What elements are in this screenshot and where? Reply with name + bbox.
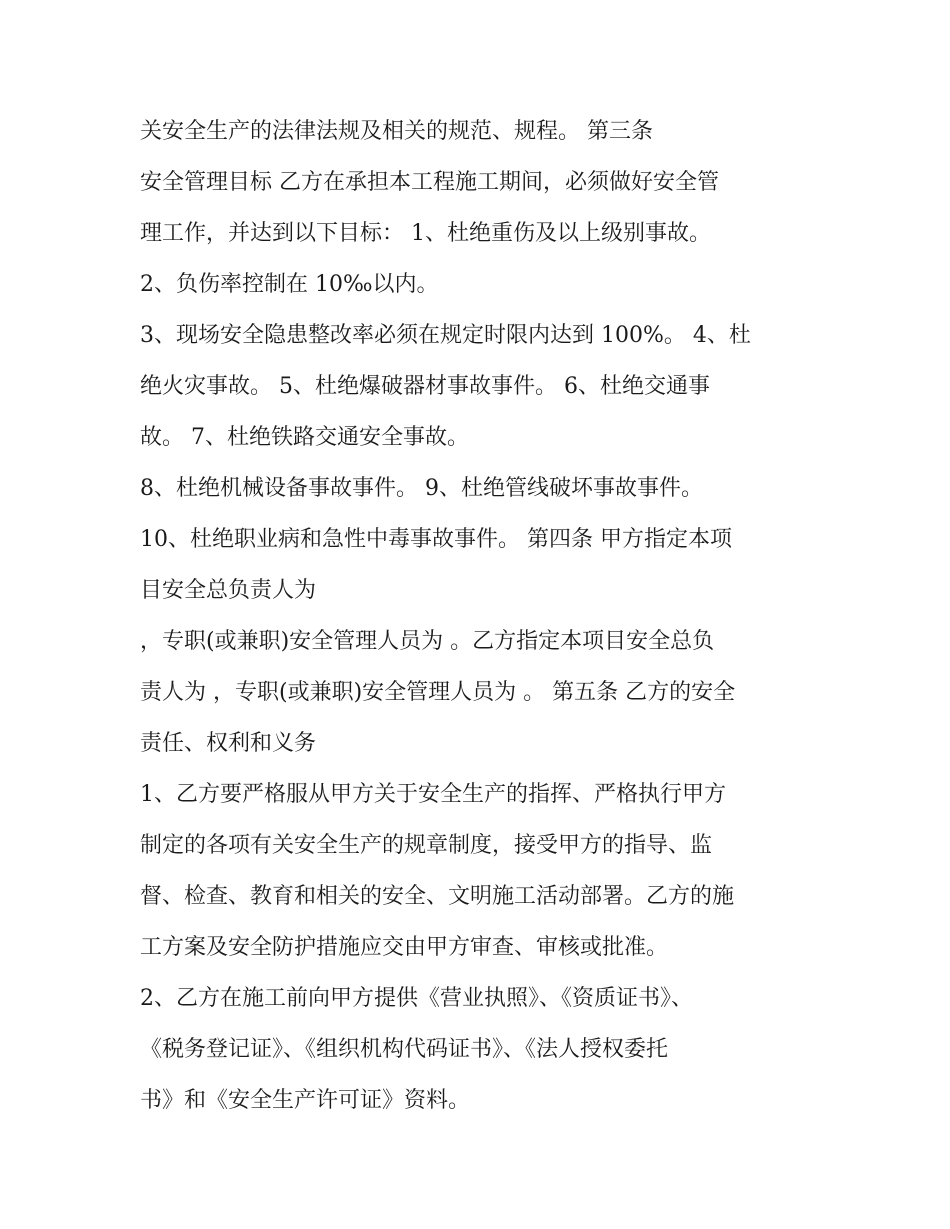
text-line: 关安全生产的法律法规及相关的规范、规程。 第三条 — [140, 119, 653, 144]
text-line: 书》和《安全生产许可证》资料。 — [140, 1088, 471, 1113]
text-line: 绝火灾事故。 5、杜绝爆破器材事故事件。 6、杜绝交通事 — [140, 374, 710, 399]
text-line: 3、现场安全隐患整改率必须在规定时限内达到 100%。 4、杜 — [140, 323, 751, 348]
text-line: 10、杜绝职业病和急性中毒事故事件。 第四条 甲方指定本项 — [140, 527, 732, 552]
text-line: 责任、权利和义务 — [140, 731, 317, 756]
text-line: ，专职(或兼职)安全管理人员为 。乙方指定本项目安全总负 — [140, 629, 715, 654]
text-line: 2、乙方在施工前向甲方提供《营业执照》、《资质证书》、 — [140, 986, 693, 1011]
text-line: 8、杜绝机械设备事故事件。 9、杜绝管线破坏事故事件。 — [140, 476, 703, 501]
text-line: 故。 7、杜绝铁路交通安全事故。 — [140, 425, 469, 450]
text-line: 理工作，并达到以下目标： 1、杜绝重伤及以上级别事故。 — [140, 221, 711, 246]
text-line: 工方案及安全防护措施应交由甲方审查、审核或批准。 — [140, 935, 669, 960]
text-line: 2、负伤率控制在 10‰以内。 — [140, 272, 439, 297]
text-line: 安全管理目标 乙方在承担本工程施工期间，必须做好安全管 — [140, 170, 719, 195]
text-line: 1、乙方要严格服从甲方关于安全生产的指挥、严格执行甲方 — [140, 782, 726, 807]
text-line: 目安全总负责人为 — [140, 578, 317, 603]
text-line: 制定的各项有关安全生产的规章制度，接受甲方的指导、监 — [140, 833, 713, 858]
text-line: 责人为 ，专职(或兼职)安全管理人员为 。 第五条 乙方的安全 — [140, 680, 736, 705]
document-body — [140, 112, 830, 1132]
text-line: 督、检查、教育和相关的安全、文明施工活动部署。乙方的施 — [140, 884, 735, 909]
text-line: 《税务登记证》、《组织机构代码证书》、《法人授权委托 — [140, 1037, 669, 1062]
